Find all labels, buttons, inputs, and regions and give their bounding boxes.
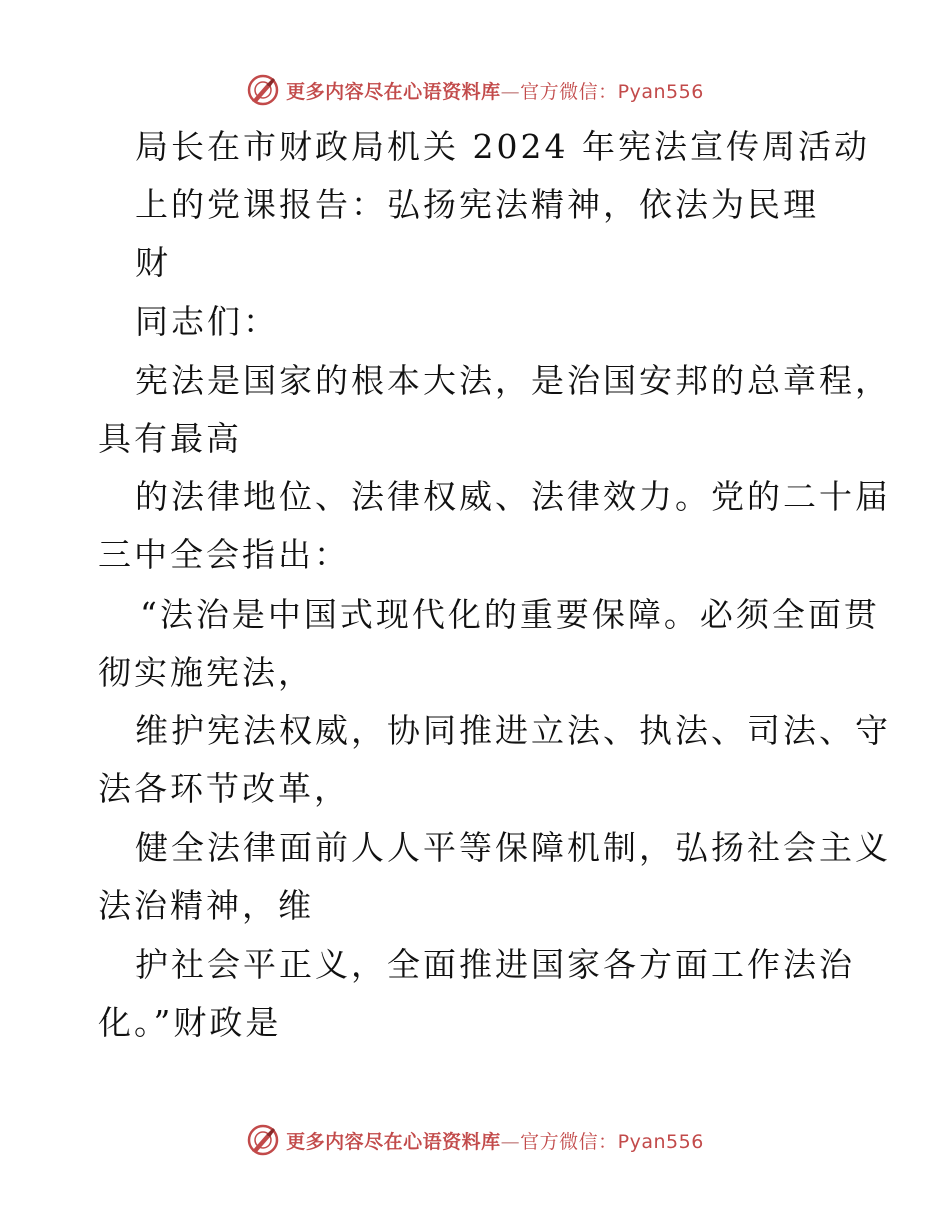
paragraph-line: 宪法是国家的根本大法，是治国安邦的总章程， [135, 361, 891, 400]
document-title-line-2: 上的党课报告：弘扬宪法精神，依法为民理 [135, 185, 819, 224]
paragraph-line: 法各环节改革， [98, 769, 350, 808]
watermark-main: 更多内容尽在心语资料库 [286, 80, 501, 103]
paragraph-line: 化。”财政是 [98, 1003, 282, 1042]
footer-watermark [0, 1122, 950, 1158]
paragraph-line: 的法律地位、法律权威、法律效力。党的二十届 [135, 477, 891, 516]
paragraph-line: 彻实施宪法， [98, 653, 314, 692]
paragraph-line: 三中全会指出： [98, 535, 350, 574]
paragraph-line: 护社会平正义，全面推进国家各方面工作法治 [135, 945, 855, 984]
paragraph-line: “法治是中国式现代化的重要保障。必须全面贯 [140, 595, 880, 634]
paragraph-line: 维护宪法权威，协同推进立法、执法、司法、守 [135, 711, 891, 750]
paragraph-line: 健全法律面前人人平等保障机制，弘扬社会主义 [135, 828, 891, 867]
document-title-line-3: 财 [135, 243, 171, 282]
watermark-sub: 官方微信：Pyan556 [520, 80, 704, 103]
watermark-sub: 官方微信：Pyan556 [520, 1130, 704, 1153]
paragraph-line: 法治精神，维 [98, 886, 314, 925]
watermark-main: 更多内容尽在心语资料库 [286, 1130, 501, 1153]
salutation: 同志们： [135, 302, 279, 341]
watermark-text [286, 77, 704, 104]
header-watermark [0, 72, 950, 108]
pen-logo-icon [246, 73, 280, 107]
watermark-separator: — [500, 1130, 521, 1153]
watermark-text [286, 1127, 704, 1154]
watermark-separator: — [500, 80, 521, 103]
paragraph-line: 具有最高 [98, 419, 242, 458]
document-title-line-1: 局长在市财政局机关 2024 年宪法宣传周活动 [135, 127, 870, 166]
pen-logo-icon [246, 1123, 280, 1157]
